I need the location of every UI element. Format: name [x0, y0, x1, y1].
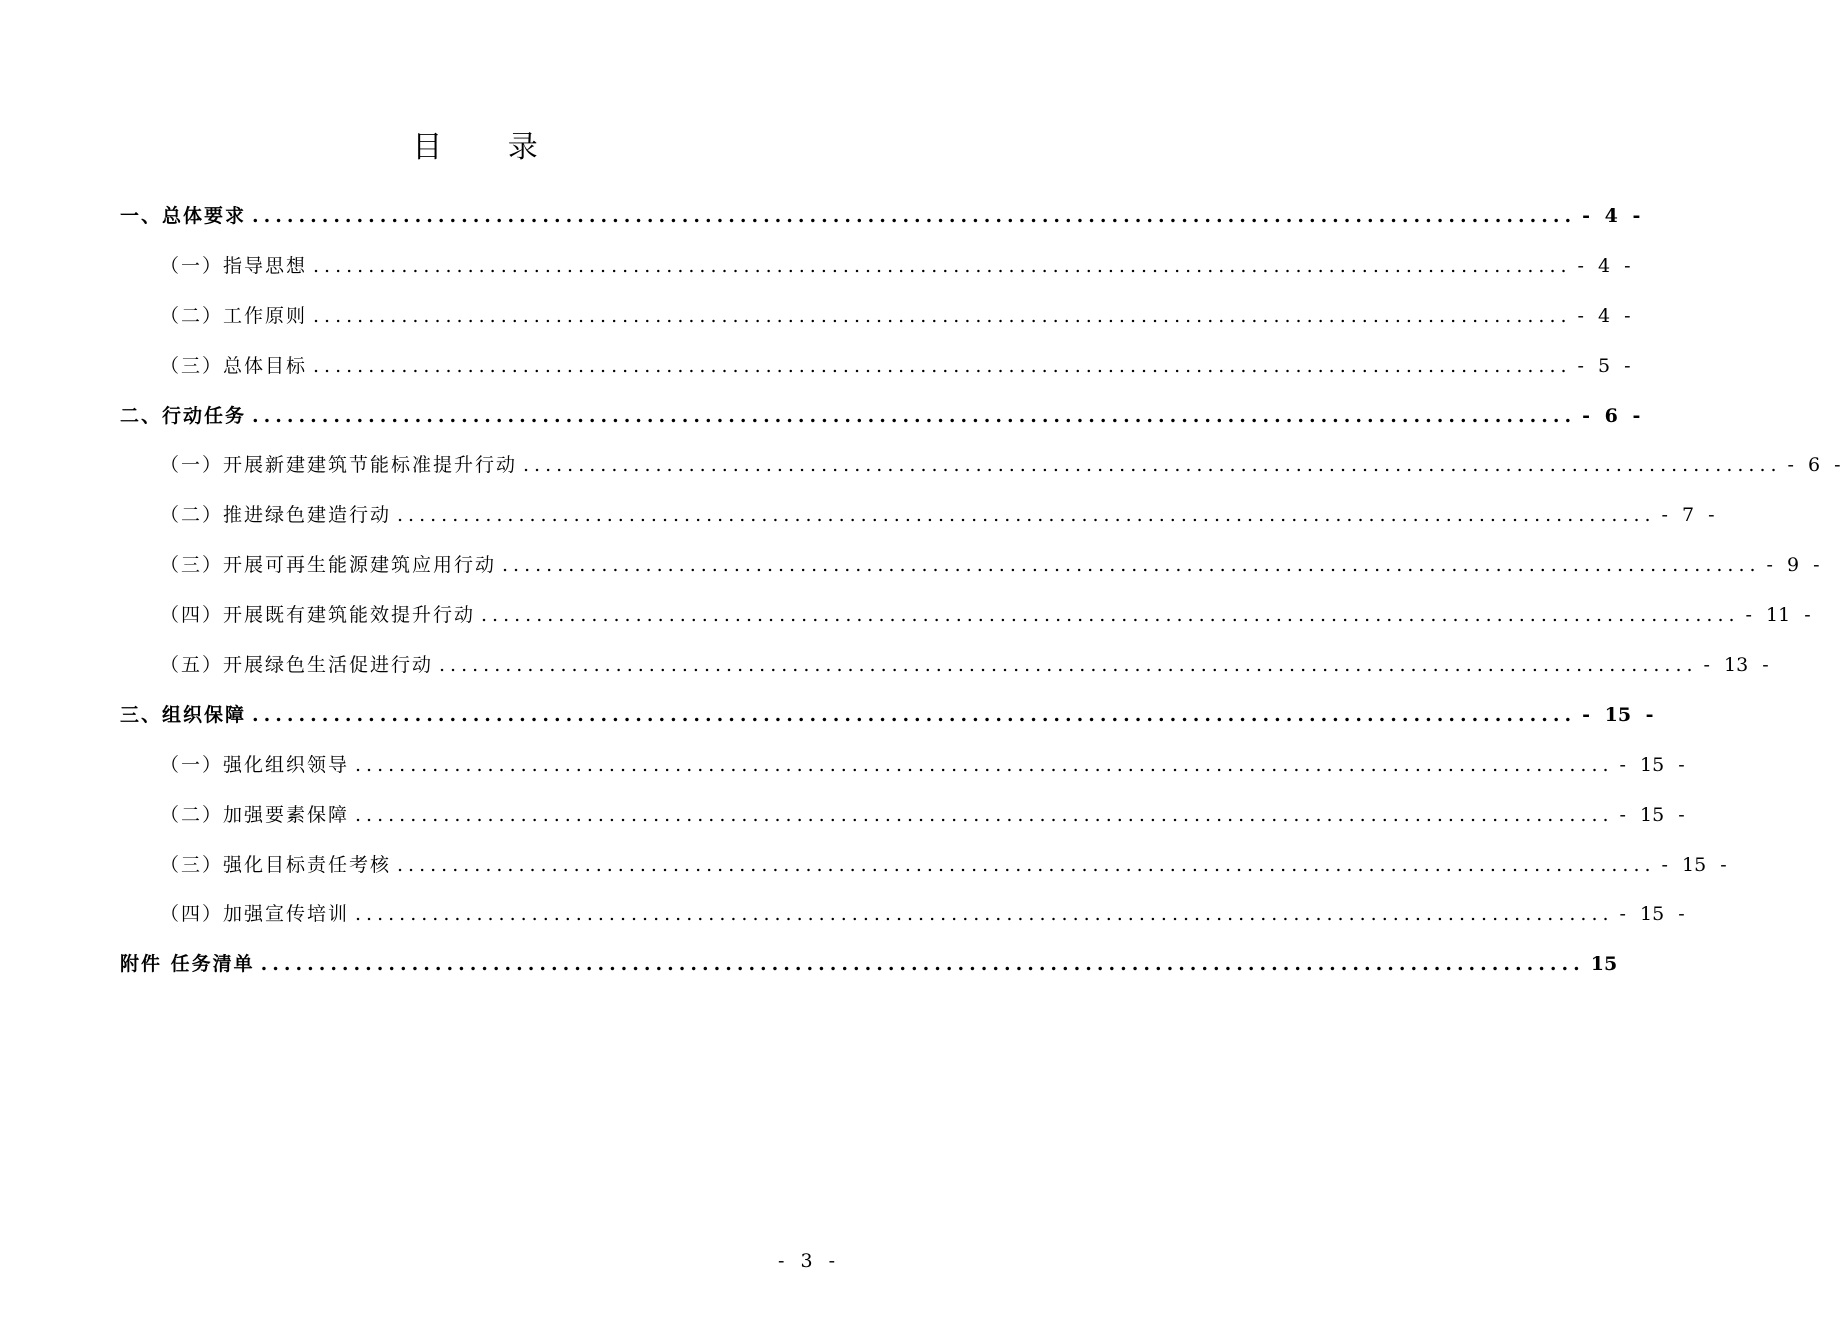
- toc-entry[interactable]: [120, 491, 1715, 541]
- toc-entry-page: - 6 -: [1787, 454, 1841, 477]
- toc-entry-page: 15: [1590, 953, 1618, 976]
- toc-entry-page: - 11 -: [1745, 604, 1811, 627]
- toc-entry[interactable]: [120, 192, 1641, 242]
- toc-entry-label: （一）指导思想: [160, 254, 308, 277]
- toc-dot-leader: ..................................................................................................................: [260, 953, 1585, 976]
- toc-entry-label: （一）开展新建建筑节能标准提升行动: [160, 454, 518, 477]
- toc-entry-label: 附件 任务清单: [120, 953, 255, 976]
- toc-entry-page: - 15 -: [1582, 703, 1654, 726]
- toc-entry-page: - 15 -: [1619, 903, 1685, 926]
- toc-entry-page: - 15 -: [1619, 753, 1685, 776]
- toc-entry[interactable]: [120, 741, 1685, 791]
- toc-dot-leader: ..................................................................................................................: [397, 853, 1656, 876]
- toc-entry-page: - 15 -: [1661, 853, 1727, 876]
- toc-entry[interactable]: [120, 392, 1641, 442]
- toc-entry[interactable]: [120, 841, 1727, 891]
- toc-entry[interactable]: [120, 591, 1811, 641]
- toc-entry[interactable]: [120, 242, 1631, 292]
- toc-entry-page: - 4 -: [1582, 205, 1641, 227]
- toc-dot-leader: ..................................................................................................................: [313, 304, 1572, 327]
- page-title: 目 录: [412, 130, 566, 165]
- toc-entry-label: （一）强化组织领导: [160, 753, 350, 776]
- toc-dot-leader: ..................................................................................................................: [252, 703, 1577, 726]
- toc-entry-label: （四）开展既有建筑能效提升行动: [160, 604, 476, 627]
- toc-entry-page: - 9 -: [1766, 554, 1820, 577]
- toc-dot-leader: ..................................................................................................................: [313, 354, 1572, 377]
- toc-entry-label: （三）总体目标: [160, 354, 308, 377]
- toc-entry[interactable]: [120, 441, 1841, 491]
- toc-entry-label: （二）工作原则: [160, 304, 308, 327]
- toc-dot-leader: ..................................................................................................................: [481, 604, 1740, 627]
- toc-entry-page: - 13 -: [1703, 654, 1769, 677]
- toc-entry-label: （五）开展绿色生活促进行动: [160, 654, 434, 677]
- toc-entry[interactable]: [120, 292, 1631, 342]
- page-number: - 3 -: [778, 1250, 836, 1272]
- toc-entry[interactable]: [120, 890, 1685, 940]
- toc-entry[interactable]: [120, 791, 1685, 841]
- toc-dot-leader: ..................................................................................................................: [439, 654, 1698, 677]
- toc-entry-label: （三）开展可再生能源建筑应用行动: [160, 554, 497, 577]
- toc-entry-label: （二）加强要素保障: [160, 803, 350, 826]
- toc-dot-leader: ..................................................................................................................: [355, 753, 1614, 776]
- toc-entry-label: 二、行动任务: [120, 404, 247, 427]
- table-of-contents: [120, 192, 1841, 990]
- toc-entry-page: - 4 -: [1577, 254, 1631, 277]
- toc-dot-leader: ..................................................................................................................: [397, 504, 1656, 527]
- toc-entry-label: （二）推进绿色建造行动: [160, 504, 392, 527]
- toc-entry-label: 一、总体要求: [120, 205, 247, 227]
- toc-entry[interactable]: [120, 541, 1820, 591]
- toc-entry-label: （四）加强宣传培训: [160, 903, 350, 926]
- toc-entry-label: （三）强化目标责任考核: [160, 853, 392, 876]
- toc-dot-leader: ..................................................................................................................: [523, 454, 1782, 477]
- toc-entry[interactable]: [120, 940, 1618, 990]
- toc-dot-leader: ..................................................................................................................: [355, 903, 1614, 926]
- toc-entry-page: - 5 -: [1577, 354, 1631, 377]
- toc-dot-leader: ..................................................................................................................: [355, 803, 1614, 826]
- toc-entry-page: - 7 -: [1661, 504, 1715, 527]
- toc-entry-page: - 15 -: [1619, 803, 1685, 826]
- toc-dot-leader: ..................................................................................................................: [313, 254, 1572, 277]
- toc-entry-page: - 6 -: [1582, 404, 1641, 427]
- toc-entry-page: - 4 -: [1577, 304, 1631, 327]
- toc-entry[interactable]: [120, 691, 1654, 741]
- toc-entry[interactable]: [120, 342, 1631, 392]
- toc-dot-leader: ..................................................................................................................: [252, 404, 1577, 427]
- toc-entry-label: 三、组织保障: [120, 703, 247, 726]
- toc-entry[interactable]: [120, 641, 1769, 691]
- toc-dot-leader: ..................................................................................................................: [502, 554, 1761, 577]
- toc-dot-leader: ..................................................................................................................: [252, 205, 1577, 227]
